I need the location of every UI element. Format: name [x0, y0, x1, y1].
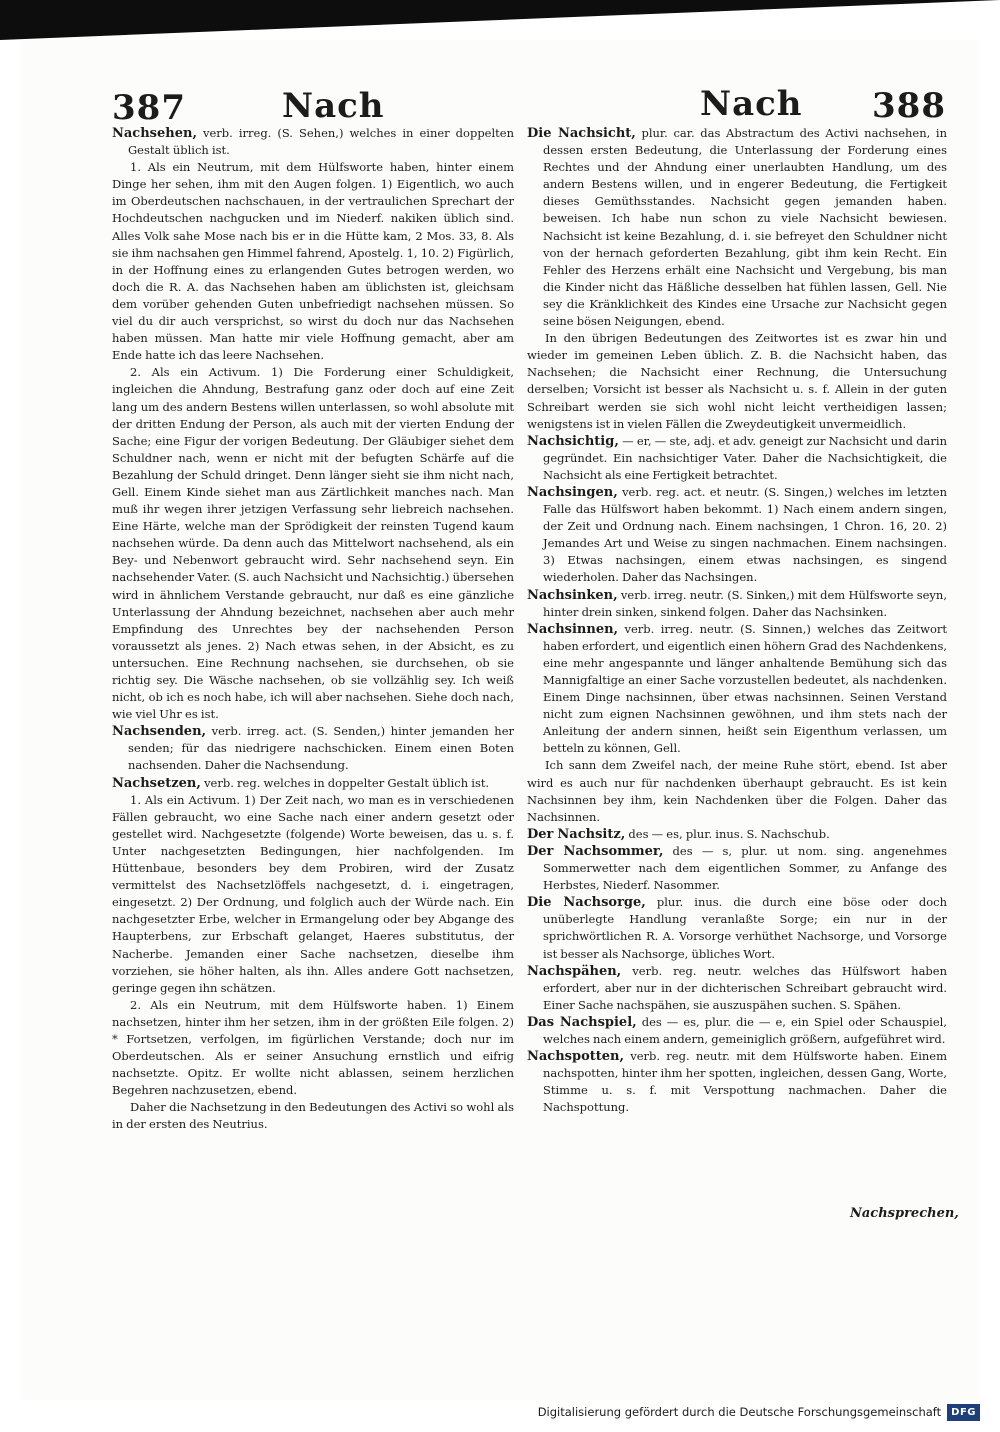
entry-text: 1. Als ein Activum. 1) Der Zeit nach, wo man es in verschiedenen Fällen gebraucht, wo eine Sache nach einer andern gesetzt oder gestellet wird. Nachgesetzte (folgende) Worte beweisen, das u. s. f. Unter nachgesetzten Bedingungen, hier nachfolgenden. Im Hüttenbaue, besonders bey dem Probiren, wird der Zusatz vermittelst des Nachsetzlöffels nachgesetzt, d. i. eingetragen, eingesetzt. 2) Der Ordnung, und folglich auch der Würde nach. Ein nachgesetzter Erbe, welcher in Ermangelung oder bey Abgange des Haupterbens, zur Erbschaft gelanget, Haeres substitutus, der Nacherbe. Jemanden einer Sache nachsetzen, dieselbe ihm vorziehen, sie höher halten, als ihn. Alles andere Gott nachsetzen, geringe gegen ihn schätzen. [112, 792, 514, 995]
entry-text: 1. Als ein Neutrum, mit dem Hülfsworte haben, hinter einem Dinge her sehen, ihm mit den Augen folgen. 1) Eigentlich, wo auch im Oberdeutschen nachschauen, in der vertraulichen Sprechart der Hochdeutschen nachgucken und im Niederf. nakiken üblich sind. Alles Volk sahe Mose nach bis er in die Hütte kam, 2 Mos. 33, 8. Als sie ihm nachsahen gen Himmel fahrend, Apostelg. 1, 10. 2) Figürlich, in der Hoffnung eines zu erlangenden Gutes betrogen werden, wo doch die R. A. das Nachsehen haben am üblichsten ist, gleichsam dem vorüber gehenden Guten unbefriedigt nachsehen müssen. So viel du dir auch versprichst, so wirst du doch nur das Nachsehen haben müssen. Man hatte mir viele Hoffnung gemacht, aber am Ende hatte ich das leere Nachsehen. [112, 160, 514, 363]
dictionary-entry [527, 894, 947, 962]
entry-text: des — es, plur. inus. S. Nachschub. [628, 826, 830, 841]
entry-text: verb. irreg. (S. Sehen,) welches in einer doppelten Gestalt üblich ist. [128, 126, 514, 158]
entry-lemma: Nachsingen, [527, 484, 618, 500]
entry-text: 2. Als ein Activum. 1) Die Forderung einer Schuldigkeit, ingleichen die Ahndung, Bestrafung ganz oder doch auf eine Zeit lang um des andern Bestens willen unterlassen, so wohl absolute mit der dritten Endung der Person, als auch mit der vierten Endung der Sache; eine Figur der vorigen Bedeutung. Der Gläubiger siehet dem Schuldner nach, wenn er nicht mit der befugten Schärfe auf die Bezahlung der Schuld dringet. Denn länger sieht sie ihm nicht nach, Gell. Einem Kinde siehet man aus Zärtlichkeit manches nach. Man muß ihr wegen ihrer jetzigen Verfassung sehr liebreich nachsehen. Eine Härte, welche man der Sprödigkeit der reinsten Tugend kaum nachsehen würde. Da denn auch das Mittelwort nachsehend, als ein Bey- und Nebenwort gebraucht wird. Sehr nachsehend seyn. Ein nachsehender Vater. (S. auch Nachsicht und Nachsichtig.) übersehen wird in ähnlichem Verstande gebraucht, nur daß es eine gänzliche Unterlassung der Ahndung bezeichnet, nachsehen aber auch mehr Empfindung des Unrechtes bey der nachsehenden Person voraussetzt als jenes. 2) Nach etwas sehen, in der Absicht, es zu untersuchen. Eine Rechnung nachsehen, sie durchsehen, ob sie richtig sey. Die Wäsche nachsehen, ob sie vollzählig sey. Ich weiß nicht, ob ich es noch habe, ich will aber nachsehen. Siehe doch nach, wie viel Uhr es ist. [112, 365, 514, 722]
dictionary-entry [527, 433, 947, 484]
entry-text: plur. inus. die durch eine böse oder doch unüberlegte Handlung veranlaßte Sorge; ein nur in der sprichwörtlichen R. A. Vorsorge verhüthet Nachsorge, und Vorsorge ist besser als Nachsorge, übliches Wort. [543, 895, 947, 961]
left-page-number: 387 [112, 88, 186, 128]
entry-text: plur. car. das Abstractum des Activi nachsehen, in dessen ersten Bedeutung, die Unterlassung der Forderung eines Rechtes und der Ahndung einer unerlaubten Handlung, um des andern Bestens willen, und in engerer Bedeutung, die Fertigkeit dieses Gemüthsstandes. Nachsicht gegen jemanden haben. beweisen. Ich habe nun schon zu viele Nachsicht bewiesen. Nachsicht ist keine Bezahlung, d. i. sie befreyet den Schuldner nicht von der hernach geforderten Bezahlung, gibt ihm kein Recht. Ein Fehler des Herzens erhält eine Nachsicht und Vergebung, bis man die Kinder nicht das Häßliche desselben hat fühlen lassen, Gell. Nie sey die Kränklichkeit des Kindes eine Ursache zur Nachsicht gegen seine bösen Neigungen, ebend. [543, 126, 947, 329]
dictionary-entry [527, 843, 947, 894]
footer-credit [538, 1400, 980, 1424]
right-page-number: 388 [872, 86, 946, 126]
entry-text: verb. reg. neutr. welches das Hülfswort haben erfordert, aber nur in der dichterischen Schreibart gebraucht wird. Einer Sache nachspähen, sie auszuspähen suchen. S. Spähen. [543, 963, 947, 1012]
entry-text: Daher die Nachsetzung in den Bedeutungen des Activi so wohl als in der ersten des Neutrius. [112, 1100, 514, 1132]
dictionary-entry [527, 587, 947, 621]
entry-lemma: Nachspotten, [527, 1049, 625, 1065]
dictionary-entry [527, 826, 947, 843]
entry-lemma: Nachsichtig, [527, 433, 619, 449]
entry-text: verb. reg. neutr. mit dem Hülfsworte haben. Einem nachspotten, hinter ihm her spotten, ingleichen, dessen Gang, Worte, Stimme u. s. f. mit Verspottung nachmachen. Daher die Nachspottung. [543, 1049, 948, 1115]
entry-lemma: Nachsehen, [112, 126, 197, 141]
entry-paragraph [112, 997, 514, 1100]
entry-lemma: Die Nachsicht, [527, 126, 636, 141]
dictionary-entry [527, 125, 947, 330]
entry-paragraph [527, 757, 947, 825]
dfg-logo: DFG [947, 1404, 980, 1421]
entry-text: verb. irreg. neutr. (S. Sinnen,) welches das Zeitwort haben erfordert, und eigentlich einen höhern Grad des Nachdenkens, eine mehr angespannte und länger anhaltende Bemühung sich das Mannigfaltige an einer Sache vorzustellen bedeutet, als nachdenken. Einem Dinge nachsinnen, über etwas nachsinnen. Seinen Verstand nicht zum eignen Nachsinnen gewöhnen, und ihm stets nach der Anleitung der andern sinnen, heißt sein Eigenthum verlassen, um betteln zu können, Gell. [543, 621, 948, 756]
entry-paragraph [527, 330, 947, 433]
dictionary-entry [527, 963, 947, 1014]
left-running-head: Nach [282, 86, 385, 126]
entry-text: In den übrigen Bedeutungen des Zeitwortes ist es zwar hin und wieder im gemeinen Leben üblich. Z. B. die Nachsicht haben, das Nachsehen; die Nachsicht einer Rechnung, die Untersuchung derselben; Vorsicht ist besser als Nachsicht u. s. f. Allein in der guten Schreibart werden sie sich wohl nicht leicht vertheidigen lassen; wenigstens ist in vielen Fällen die Zweydeutigkeit unvermeidlich. [527, 331, 947, 431]
right-column [527, 125, 947, 1116]
dictionary-entry [112, 723, 514, 774]
left-column [112, 125, 514, 1134]
entry-lemma: Der Nachsitz, [527, 826, 626, 842]
entry-lemma: Nachsenden, [112, 724, 207, 740]
dictionary-entry [112, 125, 514, 159]
right-running-head: Nach [700, 84, 803, 124]
dictionary-entry [527, 621, 947, 758]
entry-text: — er, — ste, adj. et adv. geneigt zur Nachsicht und darin gegründet. Ein nachsichtiger Vater. Daher die Nachsichtigkeit, die Nachsicht als eine Fertigkeit betrachtet. [543, 433, 947, 482]
entry-text: Ich sann dem Zweifel nach, der meine Ruhe stört, ebend. Ist aber wird es auch nur für nachdenken überhaupt gebraucht. Es ist kein Nachsinnen bey ihm, kein Nachdenken über die Folgen. Daher das Nachsinnen. [527, 758, 947, 824]
entry-text: des — s, plur. ut nom. sing. angenehmes Sommerwetter nach dem eigentlichen Sommer, zu Anfange des Herbstes, Niederf. Nasommer. [543, 843, 947, 893]
dictionary-entry [527, 1014, 947, 1048]
catchword: Nachsprechen, [850, 1206, 959, 1221]
entry-text: verb. irreg. neutr. (S. Sinken,) mit dem Hülfsworte seyn, hinter drein sinken, sinkend folgen. Daher das Nachsinken. [543, 587, 947, 619]
entry-paragraph [112, 159, 514, 364]
entry-lemma: Nachspähen, [527, 963, 622, 979]
entry-lemma: Der Nachsommer, [527, 843, 664, 859]
entry-paragraph [112, 1099, 514, 1133]
entry-text: verb. reg. act. et neutr. (S. Singen,) welches im letzten Falle das Hülfswort haben bekommt. 1) Nach einem andern singen, der Zeit und Ordnung nach. Einem nachsingen, 1 Chron. 16, 20. 2) Jemandes Art und Weise zu singen nachmachen. Einem nachsingen. 3) Etwas nachsingen, einem etwas nachsingen, es singend wiederholen. Daher das Nachsingen. [543, 484, 947, 585]
entry-lemma: Die Nachsorge, [527, 895, 646, 911]
dictionary-entry [112, 775, 514, 792]
dictionary-entry [527, 484, 947, 587]
entry-text: verb. irreg. act. (S. Senden,) hinter jemanden her senden; für das niedrigere nachschicken. Einem einen Boten nachsenden. Daher die Nachsendung. [128, 724, 515, 773]
entry-text: 2. Als ein Neutrum, mit dem Hülfsworte haben. 1) Einem nachsetzen, hinter ihm her setzen, ihm in der größten Eile folgen. 2) * Fortsetzen, verfolgen, im figürlichen Verstande; doch nur im Oberdeutschen. Als er seiner Ansuchung ernstlich und eifrig nachsetzte. Opitz. Er wollte nicht ablassen, seinem herzlichen Begehren nachzusetzen, ebend. [112, 997, 514, 1098]
entry-paragraph [112, 364, 514, 723]
entry-text: des — es, plur. die — e, ein Spiel oder Schauspiel, welches nach einem andern, gemeiniglich größern, aufgeführet wird. [543, 1014, 947, 1046]
scan-corner-shadow [0, 0, 1000, 40]
entry-lemma: Nachsinnen, [527, 621, 619, 637]
entry-lemma: Das Nachspiel, [527, 1014, 637, 1030]
entry-text: verb. reg. welches in doppelter Gestalt üblich ist. [204, 775, 490, 790]
dictionary-entry [527, 1048, 947, 1116]
footer-text: Digitalisierung gefördert durch die Deutsche Forschungsgemeinschaft [537, 1405, 942, 1419]
entry-lemma: Nachsetzen, [112, 775, 201, 791]
entry-lemma: Nachsinken, [527, 587, 618, 603]
entry-paragraph [112, 792, 514, 997]
